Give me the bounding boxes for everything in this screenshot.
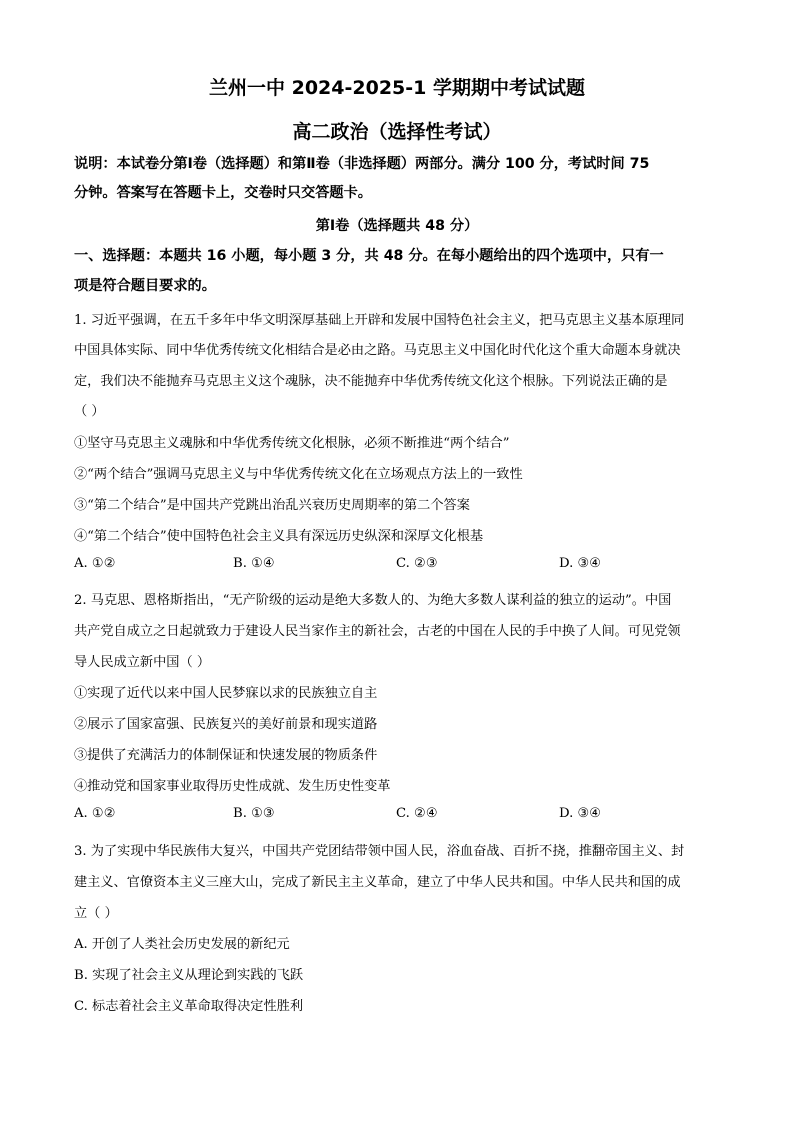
section-desc-line-2: 项是符合题目要求的。 [74,278,216,294]
q2-item: ④推动党和国家事业取得历史性成就、发生历史性变革 [74,779,391,794]
q2-item: ③提供了充满活力的体制保证和快速发展的物质条件 [74,748,378,763]
q2-stem-line: 2. 马克思、恩格斯指出，“无产阶级的运动是绝大多数人的、为绝大多数人谋利益的独立的运动”。中国 [74,593,672,608]
q2-choice-d: D. ③④ [559,806,602,821]
instructions-line-2: 分钟。答案写在答题卡上，交卷时只交答题卡。 [74,185,372,201]
q1-item: ①坚守马克思主义魂脉和中华优秀传统文化根脉，必须不断推进“两个结合” [74,436,510,451]
q2-choice-c: C. ②④ [396,806,438,821]
q1-choice-d: D. ③④ [559,556,602,571]
q1-stem-line: 中国具体实际、同中华优秀传统文化相结合是必由之路。马克思主义中国化时代化这个重大命题本身就决 [74,343,681,358]
q2-stem-line: 共产党自成立之日起就致力于建设人民当家作主的新社会，古老的中国在人民的手中换了人间。可见党领 [74,624,681,639]
q1-stem-line: 定，我们决不能抛弃马克思主义这个魂脉，决不能抛弃中华优秀传统文化这个根脉。下列说法正确的是 [74,374,668,389]
section-title: 第Ⅰ卷（选择题共 48 分） [315,218,479,234]
q3-stem-line: 3. 为了实现中华民族伟大复兴，中国共产党团结带领中国人民，浴血奋战、百折不挠，推翻帝国主义、封 [74,844,685,859]
q1-item: ②“两个结合”强调马克思主义与中华优秀传统文化在立场观点方法上的一致性 [74,467,523,482]
q3-stem-line: 立（ ） [74,906,118,921]
q3-stem-line: 建主义、官僚资本主义三座大山，完成了新民主主义革命，建立了中华人民共和国。中华人民共和国的成 [74,875,681,890]
q1-stem-line: （ ） [74,404,105,419]
q1-choice-b: B. ①④ [233,556,275,571]
q2-choice-a: A. ①② [74,806,116,821]
q1-choice-c: C. ②③ [396,556,438,571]
q3-option-c: C. 标志着社会主义革命取得决定性胜利 [74,999,304,1014]
q1-item: ③“第二个结合”是中国共产党跳出治乱兴衰历史周期率的第二个答案 [74,498,470,513]
q1-item: ④“第二个结合”使中国特色社会主义具有深远历史纵深和深厚文化根基 [74,529,484,544]
q2-item: ②展示了国家富强、民族复兴的美好前景和现实道路 [74,717,378,732]
q2-item: ①实现了近代以来中国人民梦寐以求的民族独立自主 [74,686,378,701]
q1-stem-line: 1. 习近平强调，在五千多年中华文明深厚基础上开辟和发展中国特色社会主义，把马克思主义基本原理同 [74,313,685,328]
q3-option-a: A. 开创了人类社会历史发展的新纪元 [74,937,290,952]
exam-title: 兰州一中 2024-2025-1 学期期中考试试题 [209,77,585,99]
exam-subtitle: 高二政治（选择性考试） [292,121,502,143]
q1-choice-a: A. ①② [74,556,116,571]
q2-choice-b: B. ①③ [233,806,275,821]
section-desc-line-1: 一、选择题：本题共 16 小题，每小题 3 分，共 48 分。在每小题给出的四个选项中，只有一 [74,248,664,264]
q2-stem-line: 导人民成立新中国（ ） [74,655,211,670]
q3-option-b: B. 实现了社会主义从理论到实践的飞跃 [74,968,304,983]
instructions-line-1: 说明：本试卷分第Ⅰ卷（选择题）和第Ⅱ卷（非选择题）两部分。满分 100 分，考试时间 75 [74,156,650,172]
